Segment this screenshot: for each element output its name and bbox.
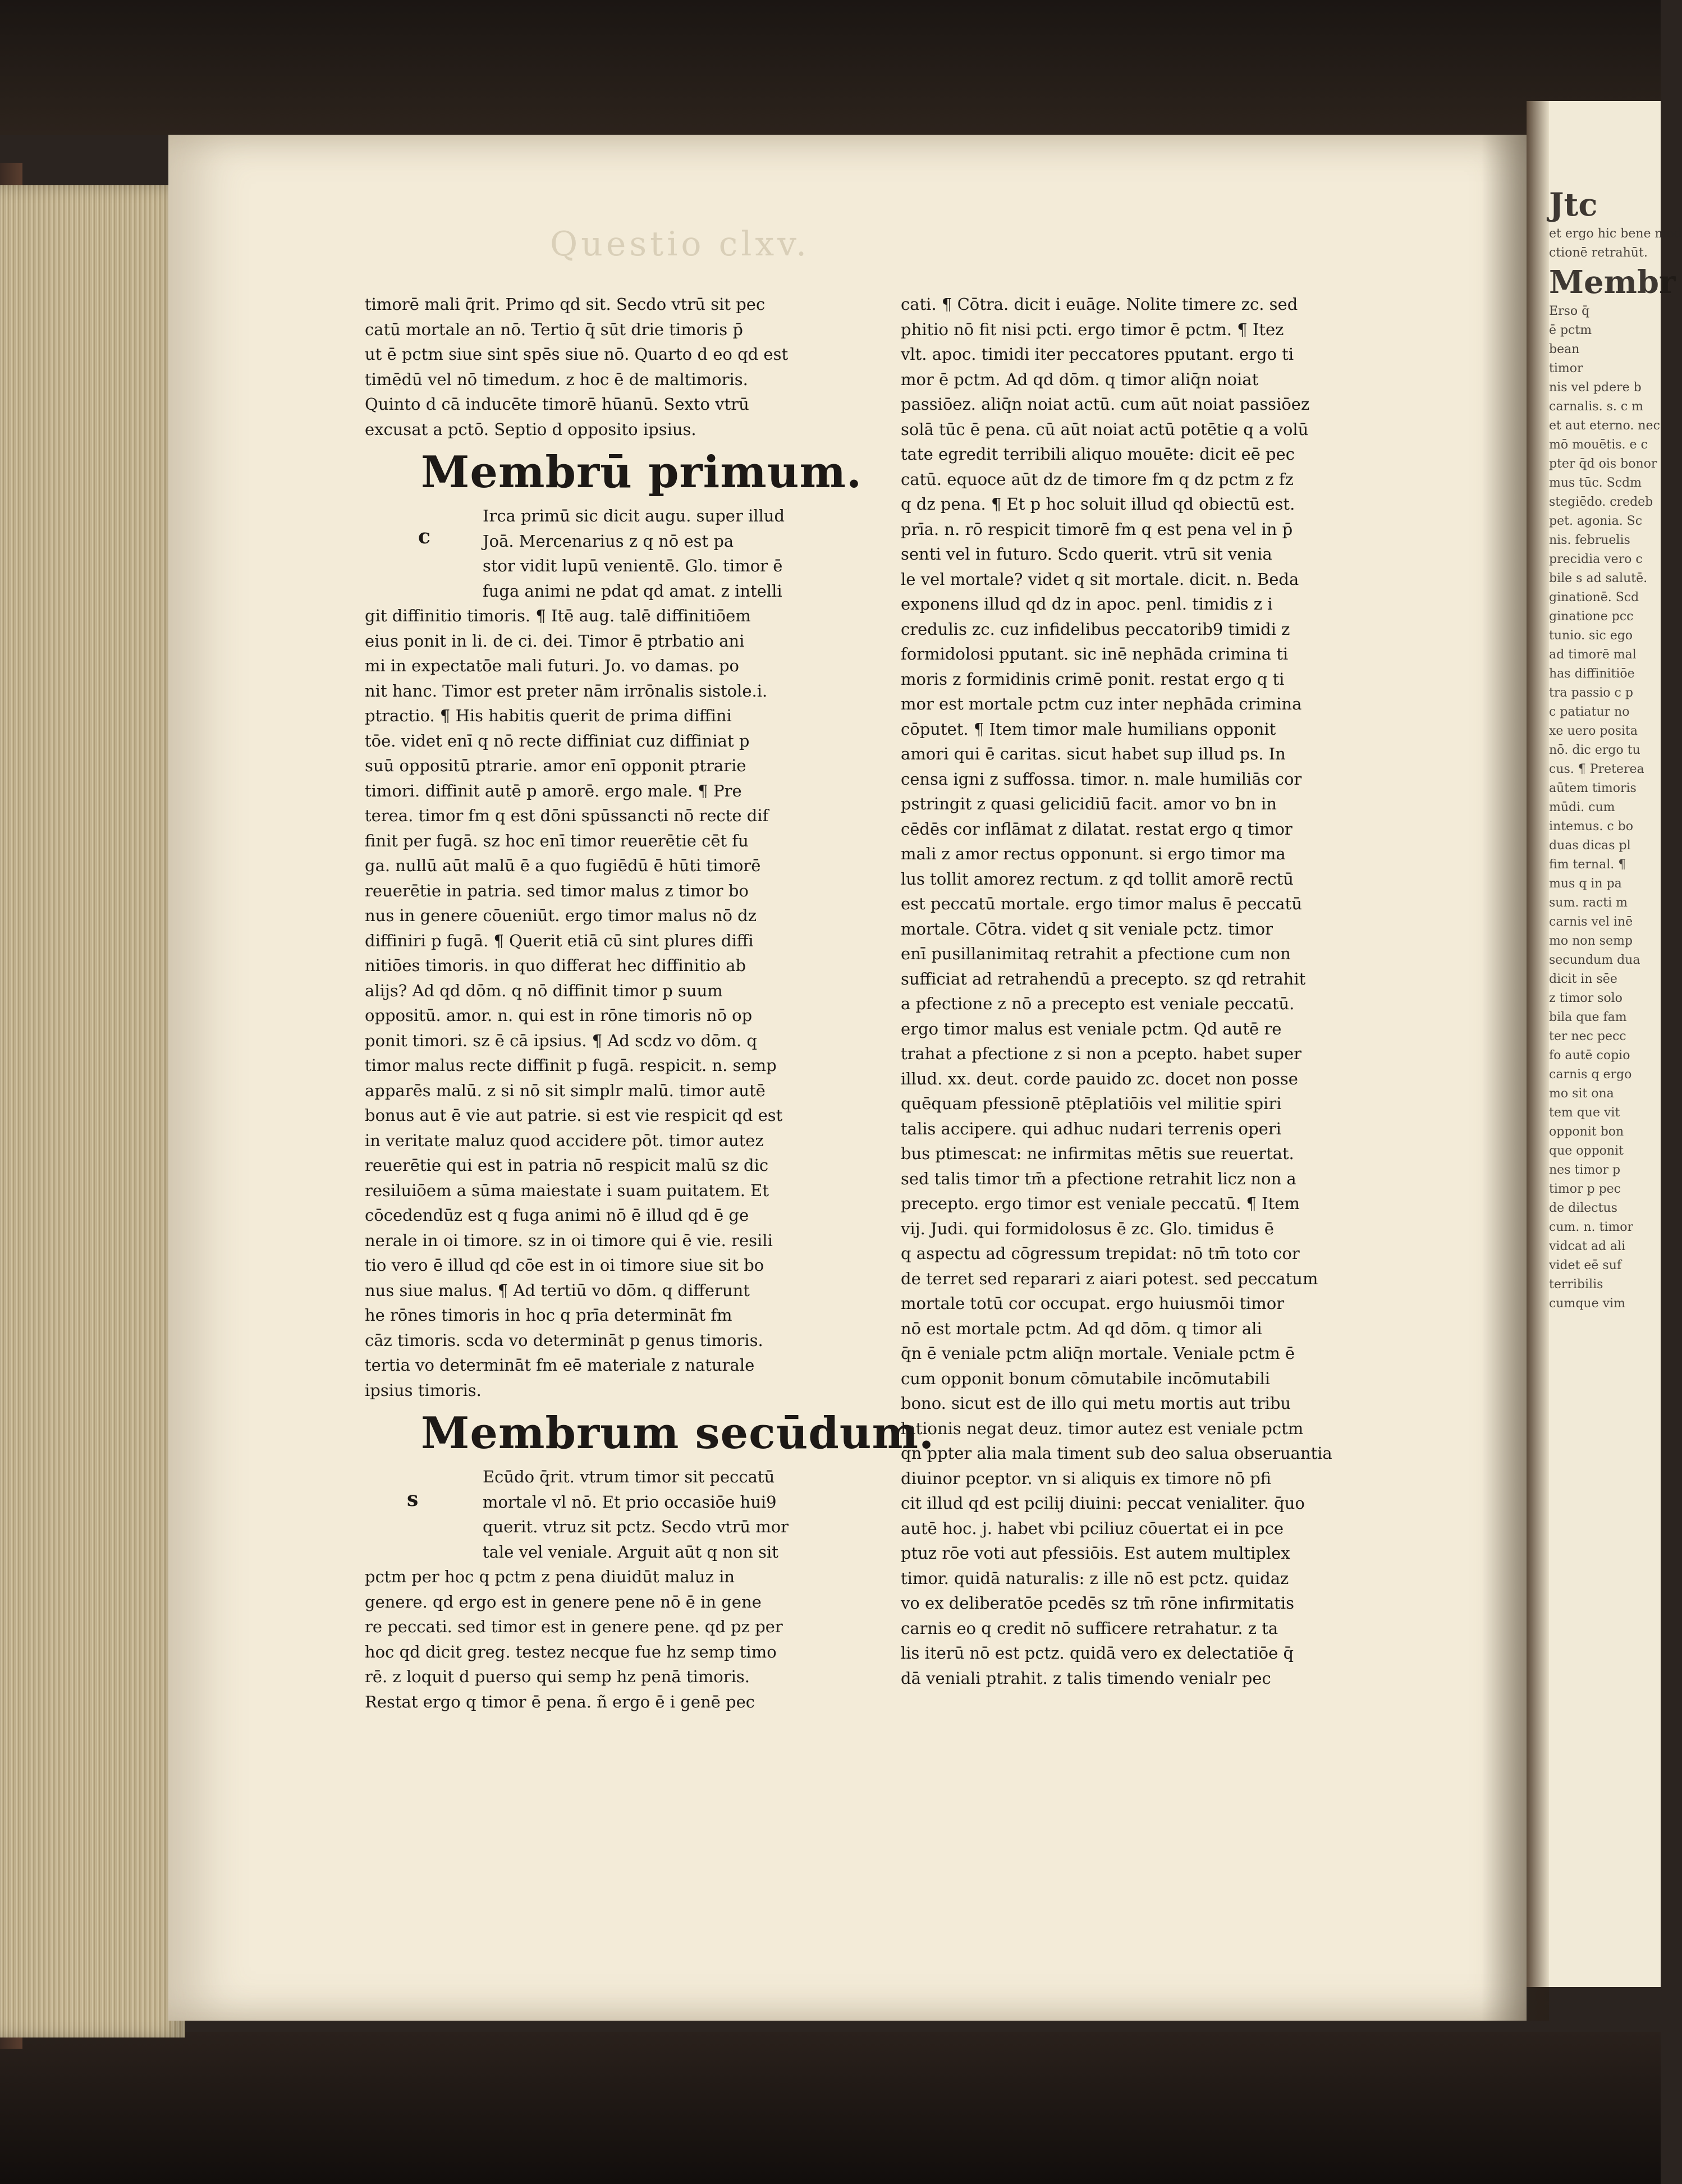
- text-line: oppositū. amor. n. qui est in rōne timoris nō op: [365, 1006, 753, 1025]
- facing-page-line: bila que fam: [1549, 1010, 1627, 1024]
- text-line: mi in expectatōe mali futuri. Jo. vo damas. po: [365, 656, 740, 675]
- background-top: [0, 0, 1661, 135]
- facing-page-line: c patiatur no: [1549, 705, 1630, 719]
- text-line: Joā. Mercenarius z q nō est pa: [483, 531, 734, 551]
- facing-page-line: tem que vit: [1549, 1106, 1620, 1120]
- text-line: querit. vtruz sit pctz. Secdo vtrū mor: [483, 1517, 789, 1536]
- text-line: timor. quidā naturalis: z ille nō est pctz. quidaz: [901, 1568, 1289, 1588]
- text-line: bono. sicut est de illo qui metu mortis aut tribu: [901, 1394, 1291, 1413]
- facing-page-line: ctionē retrahūt.: [1549, 246, 1648, 260]
- facing-page-line: timor: [1549, 361, 1583, 376]
- left-lines-mid1: [365, 503, 892, 603]
- facing-page-line: bile s ad salutē.: [1549, 571, 1648, 585]
- text-line: q̄n ppter alia mala timent sub deo salua obseruantia: [901, 1444, 1332, 1463]
- facing-page-line: pet. agonia. Sc: [1549, 514, 1643, 528]
- text-line: cōcedendūz est q fuga animi nō ē illud qd ē ge: [365, 1206, 749, 1225]
- text-line: ptuz rōe voti aut pfessiōis. Est autem multiplex: [901, 1544, 1290, 1563]
- facing-page-line: carnis vel inē: [1549, 915, 1633, 929]
- facing-page-line: sum. racti m: [1549, 896, 1628, 910]
- text-line: apparēs malū. z si nō sit simplr malū. timor autē: [365, 1080, 766, 1100]
- facing-page-line: secundum dua: [1549, 953, 1640, 967]
- text-line: est peccatū mortale. ergo timor malus ē peccatū: [901, 894, 1302, 913]
- text-line: alijs? Ad qd dōm. q nō diffinit timor p suum: [365, 981, 723, 1000]
- text-line: rē. z loquit d puerso qui semp hz penā timoris.: [365, 1667, 750, 1686]
- text-line: lis iterū nō est pctz. quidā vero ex delectatiōe q̄: [901, 1643, 1294, 1663]
- facing-page-fold: [1527, 101, 1549, 1987]
- text-line: Irca primū sic dicit augu. super illud: [483, 506, 785, 525]
- text-line: suū oppositū ptrarie. amor enī opponit ptrarie: [365, 756, 746, 775]
- text-line: nus in genere cōueniūt. ergo timor malus nō dz: [365, 906, 757, 925]
- facing-page-line: duas dicas pl: [1549, 839, 1631, 853]
- text-line: ut ē pctm siue sint spēs siue nō. Quarto d eo qd est: [365, 345, 789, 364]
- text-line: cit illud qd est pcilij diuini: peccat venialiter. q̄uo: [901, 1494, 1305, 1513]
- facing-page-line: precidia vero c: [1549, 552, 1643, 566]
- text-line: mortale totū cor occupat. ergo huiusmōi timor: [901, 1294, 1285, 1313]
- facing-page-line: nes timor p: [1549, 1163, 1621, 1177]
- text-line: cati. ¶ Cōtra. dicit i euāge. Nolite timere zc. sed: [901, 295, 1298, 314]
- left-lines-top: [365, 292, 892, 442]
- text-line: resiluiōem a sūma maiestate i suam puitatem. Et: [365, 1180, 769, 1200]
- text-line: vo ex deliberatōe pcedēs sz tm̄ rōne infirmitatis: [901, 1594, 1295, 1613]
- text-line: cum opponit bonum cōmutabile incōmutabili: [901, 1368, 1271, 1388]
- facing-page-line: terribilis: [1549, 1278, 1603, 1292]
- text-line: phitio nō fit nisi pcti. ergo timor ē pctm. ¶ Itez: [901, 319, 1284, 339]
- text-line: Restat ergo q timor ē pena. ñ ergo ē i genē pec: [365, 1692, 755, 1711]
- text-line: solā tūc ē pena. cū aūt noiat actū potētie q a volū: [901, 419, 1309, 439]
- facing-page-line: nō. dic ergo tu: [1549, 743, 1640, 757]
- facing-page-line: xe uero posita: [1549, 724, 1638, 738]
- margin-letter-c: c: [418, 525, 430, 548]
- text-line: illud. xx. deut. corde pauido zc. docet non posse: [901, 1069, 1298, 1088]
- left-lines-mid3: [365, 1464, 892, 1564]
- text-line: sufficiat ad retrahendū a precepto. sz qd retrahit: [901, 969, 1306, 988]
- facing-page-line: mus q in pa: [1549, 877, 1622, 891]
- facing-page-line: de dilectus: [1549, 1201, 1617, 1215]
- facing-page-line: pter q̄d ois bonor: [1549, 457, 1657, 471]
- text-line: ergo timor malus est veniale pctm. Qd autē re: [901, 1019, 1282, 1038]
- right-column: [901, 292, 1428, 1691]
- facing-page-line: aūtem timoris: [1549, 781, 1637, 795]
- text-line: bus ptimescat: ne infirmitas mētis sue reuertat.: [901, 1144, 1294, 1163]
- facing-page-line: stegiēdo. credeb: [1549, 495, 1653, 509]
- text-line: tale vel veniale. Arguit aūt q non sit: [483, 1542, 778, 1562]
- facing-page-line: videt eē suf: [1549, 1258, 1622, 1272]
- facing-page-line: tunio. sic ego: [1549, 629, 1633, 643]
- text-line: diffiniri p fugā. ¶ Querit etiā cū sint plures diffi: [365, 931, 754, 950]
- facing-page-line: et aut eterno. nec: [1549, 419, 1660, 433]
- facing-page-text: [1549, 185, 1682, 1313]
- text-line: timor malus recte diffinit p fugā. respicit. n. semp: [365, 1056, 777, 1075]
- text-line: q dz pena. ¶ Et p hoc soluit illud qd obiectū est.: [901, 495, 1295, 514]
- text-line: nō est mortale pctm. Ad qd dōm. q timor ali: [901, 1318, 1262, 1338]
- text-line: passiōez. aliq̄n noiat actū. cum aūt noiat passiōez: [901, 395, 1310, 414]
- facing-page-line: cus. ¶ Preterea: [1549, 762, 1644, 776]
- text-line: censa igni z suffossa. timor. n. male humiliās cor: [901, 769, 1302, 789]
- facing-page-line: cumque vim: [1549, 1297, 1625, 1311]
- margin-letter-s: s: [407, 1487, 419, 1511]
- text-line: bonus aut ē vie aut patrie. si est vie respicit qd est: [365, 1106, 783, 1125]
- page-edges: [0, 185, 185, 2038]
- text-line: cāz timoris. scda vo determināt p genus timoris.: [365, 1330, 763, 1350]
- facing-page-line: ad timorē mal: [1549, 648, 1637, 662]
- text-line: quēquam pfessionē ptēplatiōis vel militie spiri: [901, 1094, 1282, 1113]
- text-line: lationis negat deuz. timor autez est veniale pctm: [901, 1418, 1304, 1438]
- facing-page-line: tra passio c p: [1549, 686, 1633, 700]
- facing-page-line: dicit in sēe: [1549, 972, 1617, 986]
- text-line: cōputet. ¶ Item timor male humilians opponit: [901, 719, 1276, 739]
- facing-page-fragment: [1527, 101, 1682, 1987]
- text-line: re peccati. sed timor est in genere pene. qd pz per: [365, 1617, 783, 1636]
- text-line: ipsius timoris.: [365, 1380, 482, 1400]
- heading-membrum-primum: Membrū primum.: [421, 447, 863, 498]
- facing-page-line: opponit bon: [1549, 1125, 1624, 1139]
- facing-page-line: mo non semp: [1549, 934, 1633, 948]
- facing-page-line: fim ternal. ¶: [1549, 858, 1626, 872]
- facing-page-line: cum. n. timor: [1549, 1220, 1633, 1234]
- text-line: cēdēs cor inflāmat z dilatat. restat ergo q timor: [901, 819, 1293, 839]
- text-line: catū mortale an nō. Tertio q̄ sūt drie timoris p̄: [365, 319, 743, 339]
- text-line: finit per fugā. sz hoc enī timor reuerētie cēt fu: [365, 831, 749, 850]
- text-line: mortale vl nō. Et prio occasiōe hui9: [483, 1492, 777, 1512]
- text-line: hoc qd dicit greg. testez necque fue hz semp timo: [365, 1642, 777, 1661]
- text-line: genere. qd ergo est in genere pene nō ē in gene: [365, 1592, 762, 1611]
- facing-page-line: mus tūc. Scdm: [1549, 476, 1642, 490]
- facing-page-line: mo sit ona: [1549, 1087, 1614, 1101]
- text-line: tio vero ē illud qd cōe est in oi timore siue sit bo: [365, 1256, 764, 1275]
- text-line: Quinto d cā inducēte timorē hūanū. Sexto vtrū: [365, 395, 749, 414]
- facing-page-line: nis vel pdere b: [1549, 381, 1642, 395]
- facing-page-line: ter nec pecc: [1549, 1029, 1626, 1043]
- facing-page-line: que opponit: [1549, 1144, 1624, 1158]
- facing-page-line: ē pctm: [1549, 323, 1592, 337]
- facing-page-line: fo autē copio: [1549, 1048, 1630, 1063]
- text-line: ptractio. ¶ His habitis querit de prima diffini: [365, 706, 732, 725]
- text-line: reuerētie qui est in patria nō respicit malū sz dic: [365, 1156, 769, 1175]
- facing-page-lines-a: [1549, 225, 1682, 263]
- text-line: senti vel in futuro. Scdo querit. vtrū sit venia: [901, 544, 1272, 564]
- text-line: exponens illud qd dz in apoc. penl. timidis z i: [901, 594, 1273, 613]
- left-lines-bottom: [365, 1564, 892, 1714]
- text-line: Ecūdo q̄rit. vtrum timor sit peccatū: [483, 1467, 775, 1486]
- text-line: tōe. videt enī q nō recte diffiniat cuz diffiniat p: [365, 731, 750, 750]
- heading-membrum-secundum: Membrum secūdum.: [421, 1408, 935, 1459]
- facing-page-line: et ergo hic bene mod: [1549, 227, 1682, 241]
- text-line: q aspectu ad cōgressum trepidat: nō tm̄ toto cor: [901, 1244, 1300, 1263]
- text-line: mor est mortale pctm cuz inter nephāda crimina: [901, 694, 1302, 713]
- text-line: precepto. ergo timor est veniale peccatū. ¶ Item: [901, 1194, 1300, 1213]
- text-line: excusat a pctō. Septio d opposito ipsius.: [365, 419, 696, 439]
- text-line: pctm per hoc q pctm z pena diuidūt maluz in: [365, 1567, 735, 1586]
- text-line: a pfectione z nō a precepto est veniale peccatū.: [901, 994, 1295, 1013]
- facing-page-line: Erso q̄: [1549, 304, 1590, 318]
- text-line: catū. equoce aūt dz de timore fm q dz pctm z fz: [901, 469, 1294, 489]
- text-line: fuga animi ne pdat qd amat. z intelli: [483, 581, 782, 601]
- text-line: moris z formidinis crimē ponit. restat ergo q ti: [901, 669, 1285, 689]
- text-line: mali z amor rectus opponunt. si ergo timor ma: [901, 844, 1286, 863]
- running-head: Questio clxv.: [550, 225, 810, 264]
- text-line: timori. diffinit autē p amorē. ergo male. ¶ Pre: [365, 781, 742, 800]
- facing-page-line: bean: [1549, 342, 1580, 356]
- facing-page-lines-b: [1549, 302, 1661, 1313]
- facing-page-line: has diffinitiōe: [1549, 667, 1635, 681]
- facing-page-line: nis. februelis: [1549, 533, 1630, 547]
- text-line: de terret sed reparari z aiari potest. sed peccatum: [901, 1269, 1318, 1288]
- facing-page-line: ginationē. Scd: [1549, 590, 1639, 605]
- facing-page-line: timor p pec: [1549, 1182, 1621, 1196]
- facing-page-heading: Membr: [1549, 264, 1676, 301]
- text-line: nit hanc. Timor est preter nām irrōnalis sistole.i.: [365, 681, 768, 700]
- facing-page-line: carnis q ergo: [1549, 1068, 1632, 1082]
- facing-page-line: vidcat ad ali: [1549, 1239, 1626, 1253]
- text-line: tate egredit terribili aliquo mouēte: dicit eē pec: [901, 445, 1295, 464]
- text-line: he rōnes timoris in hoc q prīa determināt fm: [365, 1306, 732, 1325]
- text-line: stor vidit lupū venientē. Glo. timor ē: [483, 556, 783, 575]
- text-line: credulis zc. cuz infidelibus peccatorib9 timidi z: [901, 619, 1290, 639]
- text-line: nitiōes timoris. in quo differat hec diffinitio ab: [365, 956, 746, 975]
- left-lines-mid2: [365, 603, 892, 1403]
- text-line: nerale in oi timore. sz in oi timore qui ē vie. resili: [365, 1230, 773, 1250]
- facing-page-line: z timor solo: [1549, 991, 1623, 1005]
- facing-page-line: carnalis. s. c m: [1549, 400, 1644, 414]
- text-line: mor ē pctm. Ad qd dōm. q timor aliq̄n noiat: [901, 369, 1259, 389]
- facing-page-header: Jtc: [1549, 186, 1598, 223]
- text-line: lus tollit amorez rectum. z qd tollit amorē rectū: [901, 869, 1294, 889]
- text-line: ga. nullū aūt malū ē a quo fugiēdū ē hūti timorē: [365, 856, 761, 875]
- text-line: timēdū vel nō timedum. z hoc ē de maltimoris.: [365, 369, 748, 389]
- text-line: amori qui ē caritas. sicut habet sup illud ps. In: [901, 744, 1286, 763]
- facing-page-line: mūdi. cum: [1549, 800, 1615, 814]
- text-line: reuerētie in patria. sed timor malus z timor bo: [365, 881, 749, 900]
- text-line: vij. Judi. qui formidolosus ē zc. Glo. timidus ē: [901, 1219, 1275, 1238]
- text-line: carnis eo q credit nō sufficere retrahatur. z ta: [901, 1618, 1278, 1638]
- text-line: trahat a pfectione z si non a pcepto. habet super: [901, 1044, 1301, 1063]
- text-line: diuinor pceptor. vn si aliquis ex timore nō pfi: [901, 1468, 1272, 1488]
- text-line: q̄n ē veniale pctm aliq̄n mortale. Veniale pctm ē: [901, 1344, 1295, 1363]
- text-line: nus siue malus. ¶ Ad tertiū vo dōm. q differunt: [365, 1280, 750, 1300]
- text-line: sed talis timor tm̄ a pfectione retrahit licz non a: [901, 1169, 1296, 1188]
- background-bottom: [0, 2032, 1661, 2184]
- text-line: dā veniali ptrahit. z talis timendo venialr pec: [901, 1668, 1271, 1688]
- text-line: le vel mortale? videt q sit mortale. dicit. n. Beda: [901, 569, 1299, 589]
- text-line: enī pusillanimitaq retrahit a pfectione cum non: [901, 944, 1291, 963]
- text-line: ponit timori. sz ē cā ipsius. ¶ Ad scdz vo dōm. q: [365, 1031, 757, 1050]
- facing-page-line: ginatione pcc: [1549, 610, 1634, 624]
- text-line: prīa. n. rō respicit timorē fm q est pena vel in p̄: [901, 519, 1293, 539]
- text-line: in veritate maluz quod accidere pōt. timor autez: [365, 1130, 764, 1150]
- text-line: timorē mali q̄rit. Primo qd sit. Secdo vtrū sit pec: [365, 295, 766, 314]
- facing-page-line: intemus. c bo: [1549, 819, 1634, 834]
- text-line: git diffinitio timoris. ¶ Itē aug. talē diffinitiōem: [365, 606, 751, 625]
- text-line: terea. timor fm q est dōni spūssancti nō recte dif: [365, 806, 769, 825]
- text-line: formidolosi pputant. sic inē nephāda crimina ti: [901, 644, 1289, 663]
- text-line: eius ponit in li. de ci. dei. Timor ē ptrbatio ani: [365, 631, 745, 651]
- facing-page-line: mō mouētis. e c: [1549, 438, 1648, 452]
- left-column: [365, 292, 935, 1714]
- text-line: talis accipere. qui adhuc nudari terrenis operi: [901, 1119, 1281, 1138]
- text-line: pstringit z quasi gelicidiū facit. amor vo bn in: [901, 794, 1277, 813]
- text-line: mortale. Cōtra. videt q sit veniale pctz. timor: [901, 919, 1273, 938]
- text-line: autē hoc. j. habet vbi pciliuz cōuertat ei in pce: [901, 1518, 1284, 1538]
- text-line: vlt. apoc. timidi iter peccatores pputant. ergo ti: [901, 345, 1294, 364]
- text-line: tertia vo determināt fm eē materiale z naturale: [365, 1356, 755, 1375]
